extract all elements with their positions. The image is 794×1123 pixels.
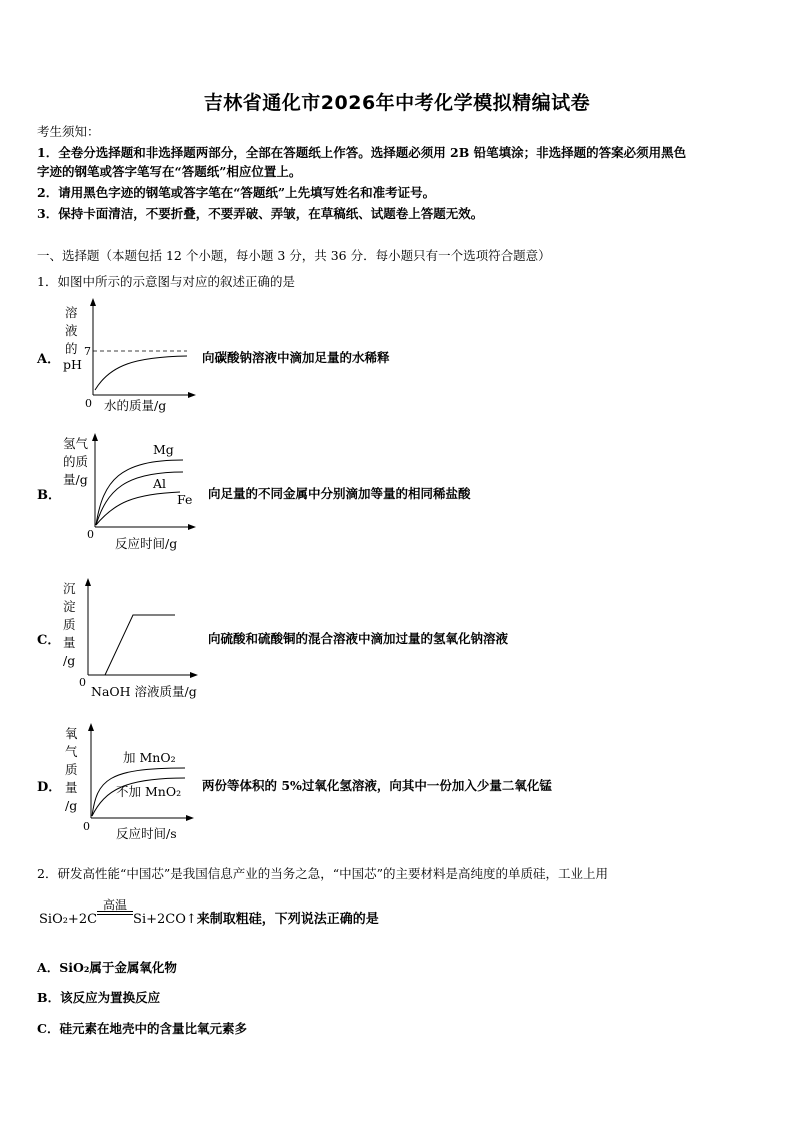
notice-heading: 考生须知：: [37, 124, 100, 139]
q2-option-c-text: 硅元素在地壳中的含量比氧元素多: [59, 1021, 247, 1036]
chart-d: [55, 720, 205, 845]
chart-a-ylabel-1: 溶: [65, 305, 78, 320]
notice-item-1-cont: 字迹的钢笔或答字笔写在“答题纸”相应位置上。: [37, 164, 302, 179]
chart-b-label-mg: Mg: [153, 442, 174, 457]
equation-condition: 高温: [103, 898, 128, 912]
chart-b-ylabel-2: 的质: [63, 454, 89, 469]
notice-item-3: 3．保持卡面清洁，不要折叠，不要弄破、弄皱，在草稿纸、试题卷上答题无效。: [37, 206, 484, 221]
chart-c: [55, 575, 205, 703]
chart-c-ylabel-3: 质: [63, 617, 76, 632]
chart-a-ytick-7: 7: [84, 345, 91, 358]
chart-d-ylabel-2: 气: [65, 744, 78, 759]
option-a-desc: 向碳酸钠溶液中滴加足量的水稀释: [202, 350, 390, 365]
chart-b-x-arrow: [188, 524, 196, 530]
option-b-desc: 向足量的不同金属中分别滴加等量的相同稀盐酸: [208, 486, 471, 501]
chart-c-xlabel: NaOH 溶液质量/g: [91, 684, 197, 699]
chart-d-label-mno2: 加 MnO₂: [123, 750, 176, 765]
question-2-stem: 2．研发高性能“中国芯”是我国信息产业的当务之急，“中国芯”的主要材料是高纯度的单质硅，工业上用: [37, 866, 609, 881]
chart-d-label-no-mno2: 不加 MnO₂: [116, 784, 182, 799]
chart-a-ylabel-4: pH: [63, 357, 82, 372]
section-heading: 一、选择题（本题包括 12 个小题，每小题 3 分，共 36 分．每小题只有一个选项符合题意）: [37, 248, 551, 263]
chart-b-ylabel-3: 量/g: [63, 472, 88, 487]
chart-a-y-arrow: [90, 298, 96, 306]
chart-d-ylabel-5: /g: [65, 798, 78, 813]
chart-a-curve: [95, 356, 187, 390]
equation-tail: 来制取粗硅，下列说法正确的是: [196, 912, 379, 927]
chart-a-origin: 0: [85, 397, 92, 410]
q2-option-a: [37, 958, 177, 976]
equation-arrow: [97, 898, 133, 927]
chart-a-ylabel-3: 的: [65, 341, 78, 356]
chart-b-label-fe: Fe: [177, 492, 193, 507]
chart-c-y-arrow: [85, 578, 91, 586]
notice-item-1: 1．全卷分选择题和非选择题两部分，全部在答题纸上作答。选择题必须用 2B 铅笔填涂；非选择题的答案必须用黑色: [37, 145, 687, 160]
equation: [39, 898, 379, 927]
chart-b-curve-fe: [96, 492, 180, 525]
chart-c-ylabel-1: 沉: [63, 581, 76, 596]
chart-d-ylabel-3: 质: [65, 762, 78, 777]
chart-d-y-arrow: [88, 723, 94, 731]
chart-c-origin: 0: [79, 676, 86, 689]
option-b-letter: B．: [37, 488, 61, 503]
option-c-desc: 向硫酸和硫酸铜的混合溶液中滴加过量的氢氧化钠溶液: [208, 631, 509, 646]
chart-b-xlabel: 反应时间/g: [115, 536, 178, 551]
q2-option-c: [37, 1019, 247, 1037]
chart-c-x-arrow: [190, 672, 198, 678]
chart-a: [55, 295, 200, 415]
option-a-letter: A．: [37, 352, 61, 367]
chart-c-curve: [105, 615, 175, 675]
chart-d-ylabel-4: 量: [65, 780, 78, 795]
chart-b-origin: 0: [87, 528, 94, 541]
option-d-letter: D．: [37, 780, 62, 795]
chart-c-ylabel-4: 量: [63, 635, 76, 650]
chart-a-ylabel-2: 液: [65, 323, 78, 338]
chart-b: [55, 430, 205, 555]
page-title: 吉林省通化市2026年中考化学模拟精编试卷: [203, 92, 591, 114]
chart-b-label-al: Al: [153, 476, 167, 491]
chart-c-ylabel-2: 淀: [63, 599, 76, 614]
equation-right: Si+2CO↑: [133, 912, 197, 927]
option-d-desc: 两份等体积的 5%过氧化氢溶液，向其中一份加入少量二氧化锰: [202, 778, 552, 793]
chart-d-origin: 0: [83, 820, 90, 833]
chart-a-xlabel: 水的质量/g: [104, 398, 167, 413]
q2-option-b-letter: B．: [37, 990, 61, 1005]
notice-item-2: 2．请用黑色字迹的钢笔或答字笔在“答题纸”上先填写姓名和准考证号。: [37, 185, 436, 200]
q2-option-a-letter: A．: [37, 960, 60, 975]
q2-option-a-text: SiO₂属于金属氧化物: [59, 960, 177, 975]
option-c-letter: C．: [37, 633, 61, 648]
chart-d-ylabel-1: 氧: [65, 726, 78, 741]
chart-a-x-arrow: [188, 392, 196, 398]
chart-b-curve-al: [96, 472, 183, 525]
chart-d-xlabel: 反应时间/s: [116, 826, 177, 841]
q2-option-b-text: 该反应为置换反应: [60, 990, 161, 1005]
q2-option-c-letter: C．: [37, 1021, 60, 1036]
chart-c-ylabel-5: /g: [63, 653, 76, 668]
chart-d-x-arrow: [186, 815, 194, 821]
equation-left: SiO₂+2C: [39, 912, 98, 927]
question-1-stem: 1．如图中所示的示意图与对应的叙述正确的是: [37, 274, 295, 289]
chart-b-ylabel-1: 氢气: [63, 436, 89, 451]
chart-b-y-arrow: [92, 433, 98, 441]
q2-option-b: [37, 988, 160, 1006]
